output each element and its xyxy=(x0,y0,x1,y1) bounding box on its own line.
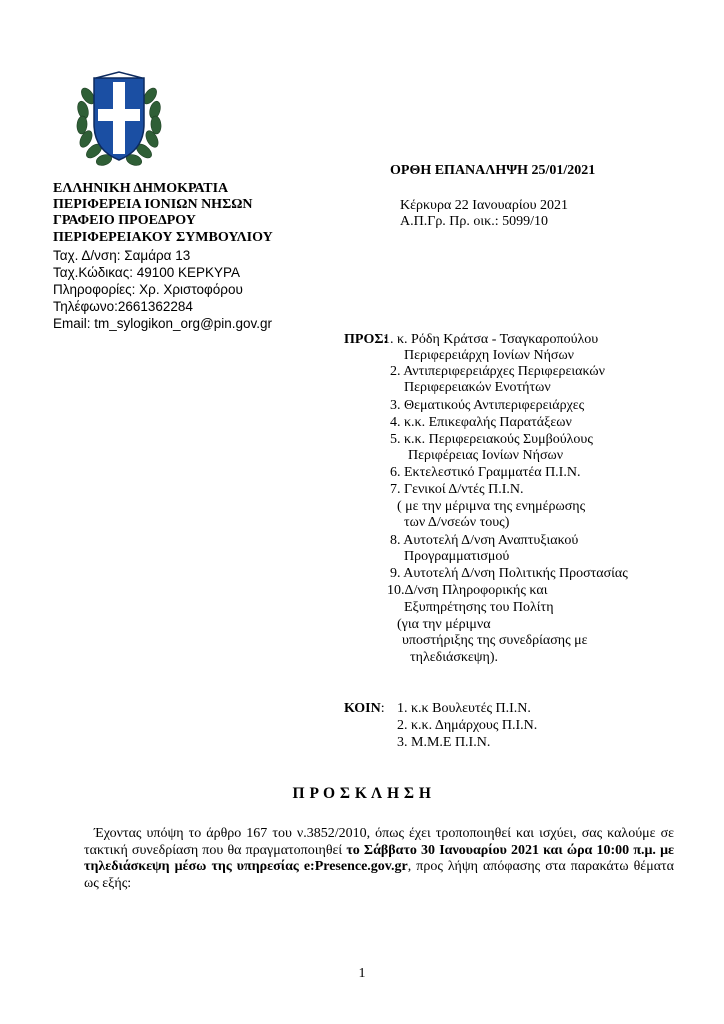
cc-line: 2. κ.κ. Δημάρχους Π.Ι.Ν. xyxy=(397,718,538,733)
meeting-details: το Σάββατο 30 Ιανουαρίου 2021 και ώρα 10:00 π.μ. με τηλεδιάσκεψη μέσω της υπηρεσίας e:Presence.gov.gr xyxy=(84,842,674,874)
recipient-line: 1. κ. Ρόδη Κράτσα - Τσαγκαροπούλου xyxy=(383,332,599,347)
recipient-line: 2. Αντιπεριφερειάρχες Περιφερειακών xyxy=(390,364,605,379)
cc-colon: : xyxy=(380,701,385,716)
coat-of-arms-emblem xyxy=(74,66,164,170)
org-line: ΠΕΡΙΦΕΡΕΙΑΚΟΥ ΣΥΜΒΟΥΛΙΟΥ xyxy=(53,230,273,245)
contact-phone: Τηλέφωνο:2661362284 xyxy=(53,299,193,314)
recipient-line: ( με την μέριμνα της ενημέρωσης xyxy=(397,499,586,514)
contact-address: Ταχ. Δ/νση: Σαμάρα 13 xyxy=(53,248,191,263)
org-line: ΓΡΑΦΕΙΟ ΠΡΟΕΔΡΟΥ xyxy=(53,213,196,228)
recipient-line: 4. κ.κ. Επικεφαλής Παρατάξεων xyxy=(390,415,572,430)
recipient-line: (για την μέριμνα xyxy=(397,617,491,632)
recipient-line: τηλεδιάσκεψη). xyxy=(410,650,499,665)
body-text-part: Έχοντας υπόψη το άρθρο 167 του ν.3852/2010, όπως έχει τροποποιηθεί και ισχύει, σας καλούμε σε τακτική συνεδρίαση που θα πραγματοποιηθεί xyxy=(84,826,674,858)
cc-line: 1. κ.κ Βουλευτές Π.Ι.Ν. xyxy=(397,701,531,716)
body-text-part: , προς λήψη απόφασης στα παρακάτω θέματα ως εξής: xyxy=(84,859,674,891)
recipient-line: 6. Εκτελεστικό Γραμματέα Π.Ι.Ν. xyxy=(390,465,581,480)
recipient-line: των Δ/νσεών τους) xyxy=(404,515,510,530)
protocol-number: Α.Π.Γρ. Πρ. οικ.: 5099/10 xyxy=(400,214,548,229)
recipient-line: Εξυπηρέτησης του Πολίτη xyxy=(404,600,554,615)
document-title: Π Ρ Ο Σ Κ Λ Η Σ Η xyxy=(292,785,432,802)
recipient-line: Περιφερειάρχη Ιονίων Νήσων xyxy=(404,348,575,363)
recipient-line: 9. Αυτοτελή Δ/νση Πολιτικής Προστασίας xyxy=(390,566,628,581)
recipient-line: 8. Αυτοτελή Δ/νση Αναπτυξιακού xyxy=(390,533,579,548)
recipient-line: 3. Θεματικούς Αντιπεριφερειάρχες xyxy=(390,398,585,413)
contact-email: Email: tm_sylogikon_org@pin.gov.gr xyxy=(53,316,273,331)
invitation-body xyxy=(84,826,674,892)
recipient-line: 10.Δ/νση Πληροφορικής και xyxy=(387,583,548,598)
recipient-line: Προγραμματισμού xyxy=(404,549,510,564)
contact-info: Πληροφορίες: Χρ. Χριστοφόρου xyxy=(53,282,243,297)
contact-postcode: Ταχ.Κώδικας: 49100 ΚΕΡΚΥΡΑ xyxy=(53,265,241,280)
cc-line: 3. Μ.Μ.Ε Π.Ι.Ν. xyxy=(397,735,491,750)
place-date: Κέρκυρα 22 Ιανουαρίου 2021 xyxy=(400,198,569,213)
recipient-line: υποστήριξης της συνεδρίασης με xyxy=(402,633,588,648)
reissue-note: ΟΡΘΗ ΕΠΑΝΑΛΗΨΗ 25/01/2021 xyxy=(390,163,596,178)
recipient-line: 5. κ.κ. Περιφερειακούς Συμβούλους xyxy=(390,432,593,447)
recipient-line: 7. Γενικοί Δ/ντές Π.Ι.Ν. xyxy=(390,482,524,497)
cc-label: ΚΟΙΝ xyxy=(344,701,381,716)
org-line: ΕΛΛΗΝΙΚΗ ΔΗΜΟΚΡΑΤΙΑ xyxy=(53,181,229,196)
recipients-label: ΠΡΟΣ: xyxy=(344,332,389,347)
org-line: ΠΕΡΙΦΕΡΕΙΑ ΙΟΝΙΩΝ ΝΗΣΩΝ xyxy=(53,197,253,212)
shield-icon xyxy=(94,72,144,160)
recipient-line: Περιφερειακών Ενοτήτων xyxy=(404,380,551,395)
recipient-line: Περιφέρειας Ιονίων Νήσων xyxy=(408,448,564,463)
page-number: 1 xyxy=(358,966,366,981)
